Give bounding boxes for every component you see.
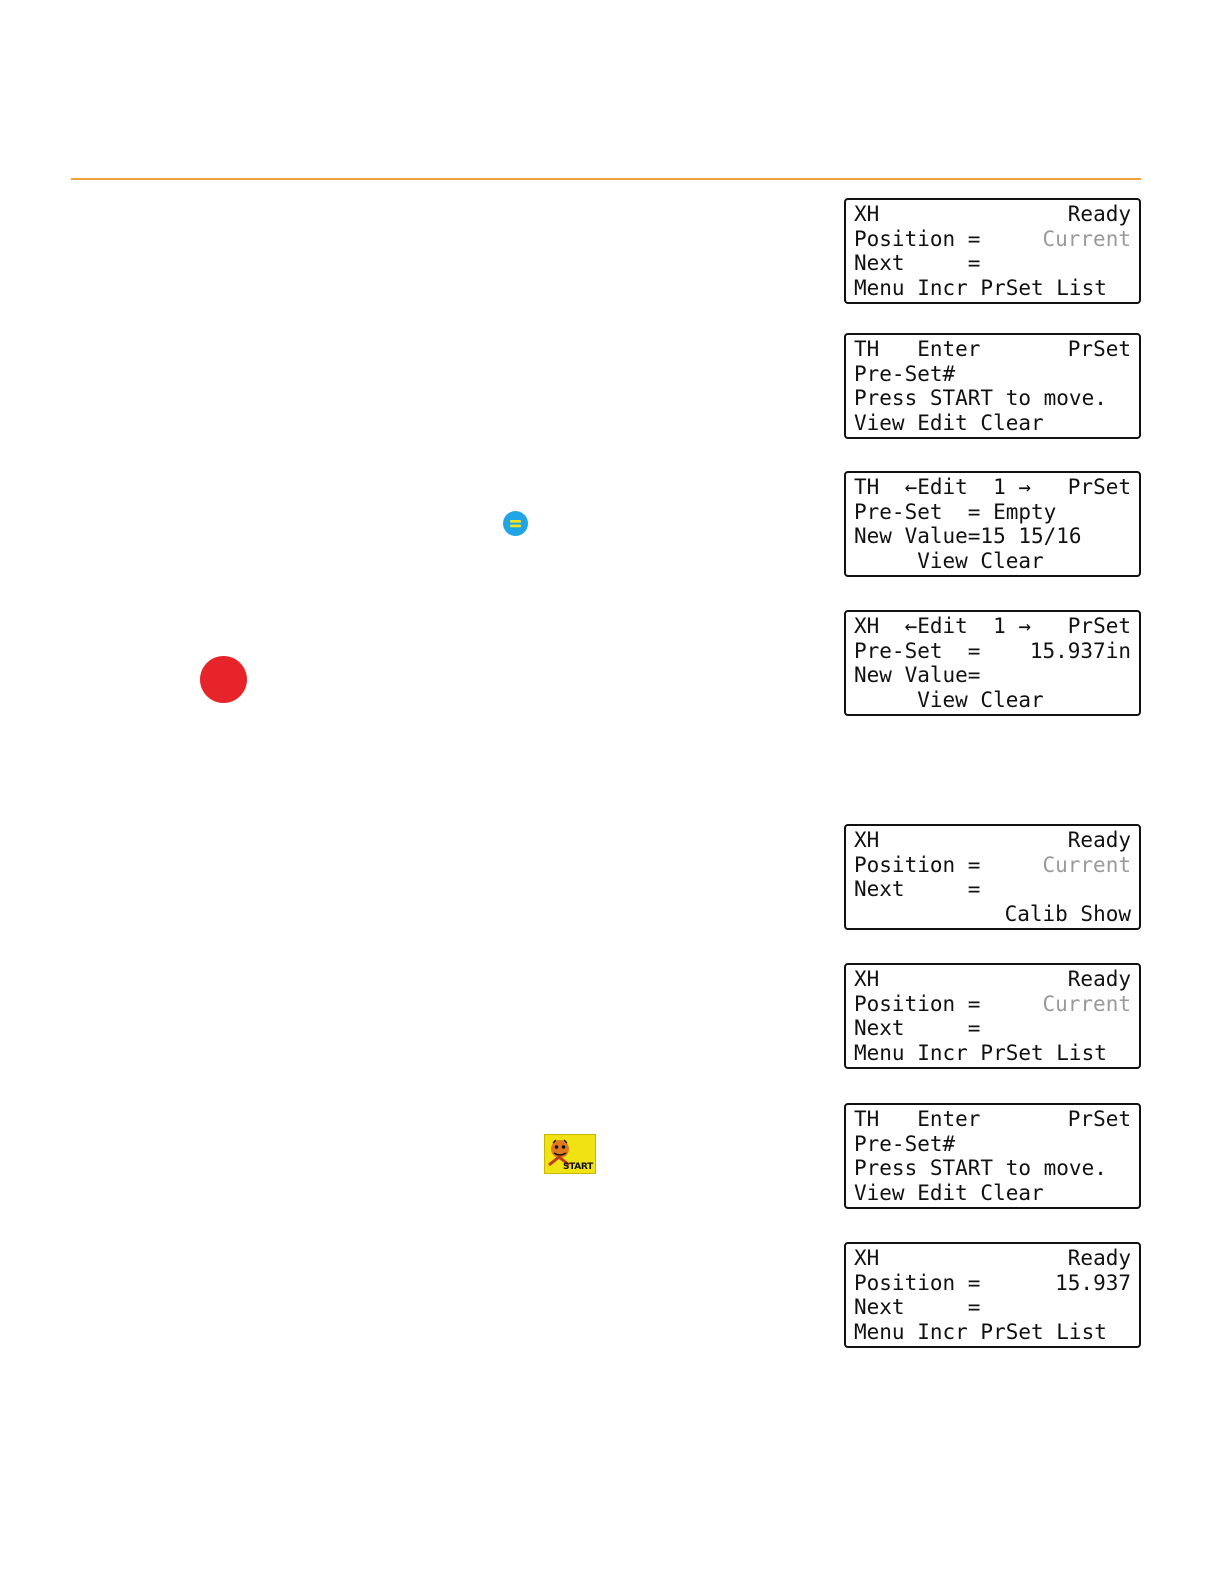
lcd-screen-ready-calib (844, 824, 1141, 930)
section-divider (71, 178, 1141, 180)
lcd-row-1 (854, 828, 1131, 853)
lcd-row-left: Pre-Set# (854, 361, 956, 386)
lcd-row-left: Next = (854, 251, 981, 275)
lcd-row-right: Ready (1067, 1246, 1131, 1270)
lcd-screen-ready-2 (844, 963, 1141, 1069)
lcd-row-right: Current (1042, 226, 1131, 251)
lcd-row-1 (854, 475, 1131, 500)
lcd-row-2 (854, 362, 1131, 387)
lcd-row-3 (854, 386, 1131, 411)
lcd-row-left: Next = (854, 1016, 981, 1040)
lcd-row-1 (854, 967, 1131, 992)
lcd-row-right: 15.937 (1055, 1270, 1131, 1295)
lcd-row-left: XH (854, 967, 880, 991)
lcd-screen-edit-empty (844, 471, 1141, 577)
lcd-row-3 (854, 251, 1131, 276)
lcd-row-3 (854, 1016, 1131, 1041)
lcd-row-1 (854, 202, 1131, 227)
lcd-row-left: XH ←Edit 1 → (854, 614, 1032, 638)
lcd-row-2 (854, 1271, 1131, 1296)
lcd-row-2 (854, 500, 1131, 525)
lcd-row-2 (854, 853, 1131, 878)
lcd-row-2 (854, 227, 1131, 252)
lcd-softkeys: View Clear (854, 687, 1044, 712)
lcd-row-1 (854, 337, 1131, 362)
lcd-row-1 (854, 1246, 1131, 1271)
lcd-row-left: Pre-Set# (854, 1131, 956, 1156)
lcd-row-right: Ready (1067, 828, 1131, 852)
lcd-row-left: New Value= (854, 663, 981, 687)
lcd-softkeys: Menu Incr PrSet List (854, 275, 1107, 300)
lcd-row-left: XH (854, 828, 880, 852)
lcd-screen-ready-position (844, 1242, 1141, 1348)
lcd-softkeys: View Edit Clear (854, 1180, 1044, 1205)
lcd-row-left: Pre-Set = Empty (854, 499, 1057, 524)
lcd-softkeys: Menu Incr PrSet List (854, 1319, 1107, 1344)
lcd-row-left: XH (854, 1246, 880, 1270)
lcd-softkey-row (854, 902, 1131, 927)
lcd-row-left: TH ←Edit 1 → (854, 475, 1032, 499)
lcd-row-right: Ready (1067, 967, 1131, 991)
lcd-row-right: Current (1042, 852, 1131, 877)
lcd-row-right: Current (1042, 991, 1131, 1016)
lcd-screen-ready-1 (844, 198, 1141, 304)
stop-icon (200, 656, 247, 703)
lcd-row-right: 15.937in (1029, 638, 1131, 663)
lcd-softkeys: View Edit Clear (854, 410, 1044, 435)
lcd-softkey-row (854, 1181, 1131, 1206)
lcd-row-2 (854, 992, 1131, 1017)
lcd-softkey-row (854, 276, 1131, 301)
lcd-row-1 (854, 1107, 1131, 1132)
equals-icon (503, 511, 528, 536)
lcd-row-left: New Value=15 15/16 (854, 524, 1082, 548)
lcd-row-2 (854, 639, 1131, 664)
lcd-row-right: PrSet (1067, 475, 1131, 499)
lcd-row-3 (854, 663, 1131, 688)
lcd-row-left: Position = (854, 852, 981, 877)
lcd-row-3 (854, 1156, 1131, 1181)
lcd-row-1 (854, 614, 1131, 639)
lcd-screen-enter-preset-1 (844, 333, 1141, 439)
lcd-row-left: TH Enter (854, 1107, 981, 1131)
lcd-row-left: Next = (854, 877, 981, 901)
lcd-row-left: Press START to move. (854, 1156, 1107, 1180)
lcd-row-left: TH Enter (854, 337, 981, 361)
lcd-softkeys: Menu Incr PrSet List (854, 1040, 1107, 1065)
lcd-row-left: Next = (854, 1295, 981, 1319)
lcd-row-left: Position = (854, 991, 981, 1016)
lcd-row-left: XH (854, 202, 880, 226)
lcd-row-left: Press START to move. (854, 386, 1107, 410)
lcd-row-right: Ready (1067, 202, 1131, 226)
lcd-softkey-row (854, 688, 1131, 713)
lcd-row-left: Position = (854, 1270, 981, 1295)
start-icon-label: START (562, 1162, 593, 1172)
lcd-row-right: PrSet (1067, 337, 1131, 361)
start-icon (544, 1134, 596, 1174)
lcd-row-right: PrSet (1067, 1107, 1131, 1131)
lcd-row-3 (854, 1295, 1131, 1320)
lcd-softkeys: Calib Show (1004, 901, 1131, 926)
lcd-row-left: Pre-Set = (854, 638, 981, 663)
lcd-screen-enter-preset-2 (844, 1103, 1141, 1209)
lcd-row-right: PrSet (1067, 614, 1131, 638)
lcd-softkeys: View Clear (854, 548, 1044, 573)
lcd-row-3 (854, 877, 1131, 902)
lcd-softkey-row (854, 411, 1131, 436)
lcd-screen-edit-value (844, 610, 1141, 716)
lcd-softkey-row (854, 1041, 1131, 1066)
lcd-row-left: Position = (854, 226, 981, 251)
lcd-softkey-row (854, 549, 1131, 574)
lcd-row-2 (854, 1132, 1131, 1157)
lcd-row-3 (854, 524, 1131, 549)
lcd-softkey-row (854, 1320, 1131, 1345)
